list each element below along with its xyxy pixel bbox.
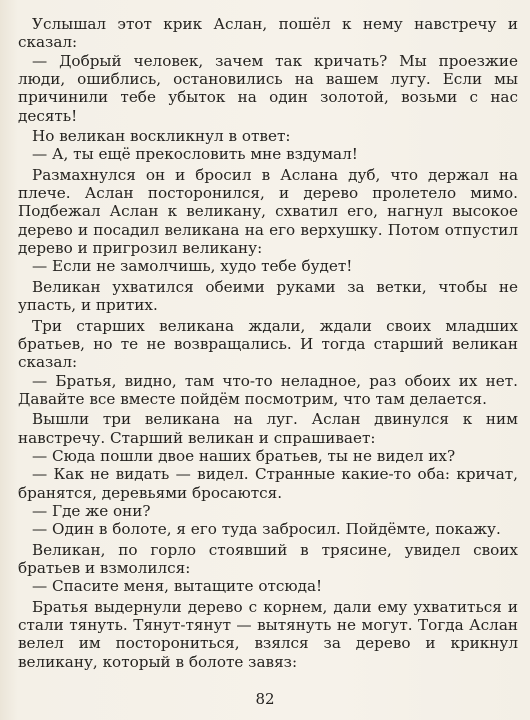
page-number: 82 — [255, 690, 275, 708]
paragraph: — Сюда пошли двое наших братьев, ты не видел их? — [32, 446, 456, 465]
paragraph: Великан, по горло стоявший в трясине, увидел своих братьев и взмолился: — [18, 540, 518, 577]
paragraph: Братья выдернули дерево с корнем, дали ему ухватиться и стали тянуть. Тянут-тянут — вытянуть не могут. Тогда Аслан велел им посторониться, взялся за дерево и крикнул великану, который в болоте завяз: — [18, 597, 518, 671]
paragraph: — Где же они? — [32, 501, 151, 520]
paragraph: — Спасите меня, вытащите отсюда! — [32, 577, 323, 596]
paragraph: Услышал этот крик Аслан, пошёл к нему навстречу и сказал: — [18, 15, 518, 52]
paragraph: — Если не замолчишь, худо тебе будет! — [32, 257, 353, 276]
paragraph: — Один в болоте, я его туда забросил. Пойдёмте, покажу. — [32, 520, 501, 539]
paragraph: Великан ухватился обеими руками за ветки, чтобы не упасть, и притих. — [18, 277, 518, 315]
paragraph: — Как не видать — видел. Странные какие-то оба: кричат, бранятся, деревьями бросаются. — [18, 465, 518, 502]
paragraph: Но великан воскликнул в ответ: — [32, 127, 291, 146]
paragraph: Вышли три великана на луг. Аслан двинулся к ним навстречу. Старший великан и спрашивает: — [18, 410, 518, 447]
paragraph: Три старших великана ждали, ждали своих младших братьев, но те не возвращались. И тогда старший великан сказал: — [18, 316, 518, 372]
paragraph: — Братья, видно, там что-то неладное, раз обоих их нет. Давайте все вместе пойдём посмотрим, что там делается. — [18, 371, 518, 408]
paragraph: — Добрый человек, зачем так кричать? Мы проезжие люди, ошиблись, остановились на вашем лугу. Если мы причинили тебе убыток на один золотой, возьми с нас десять! — [18, 51, 518, 125]
paragraph: — А, ты ещё прекословить мне вздумал! — [32, 145, 358, 164]
page-text — [18, 15, 518, 671]
paragraph: Размахнулся он и бросил в Аслана дуб, что держал на плече. Аслан посторонился, и дерево пролетело мимо. Подбежал Аслан к великану, схватил его, нагнул высокое дерево и посадил великана на его верхушку. Потом отпустил дерево и пригрозил великану: — [18, 165, 518, 258]
